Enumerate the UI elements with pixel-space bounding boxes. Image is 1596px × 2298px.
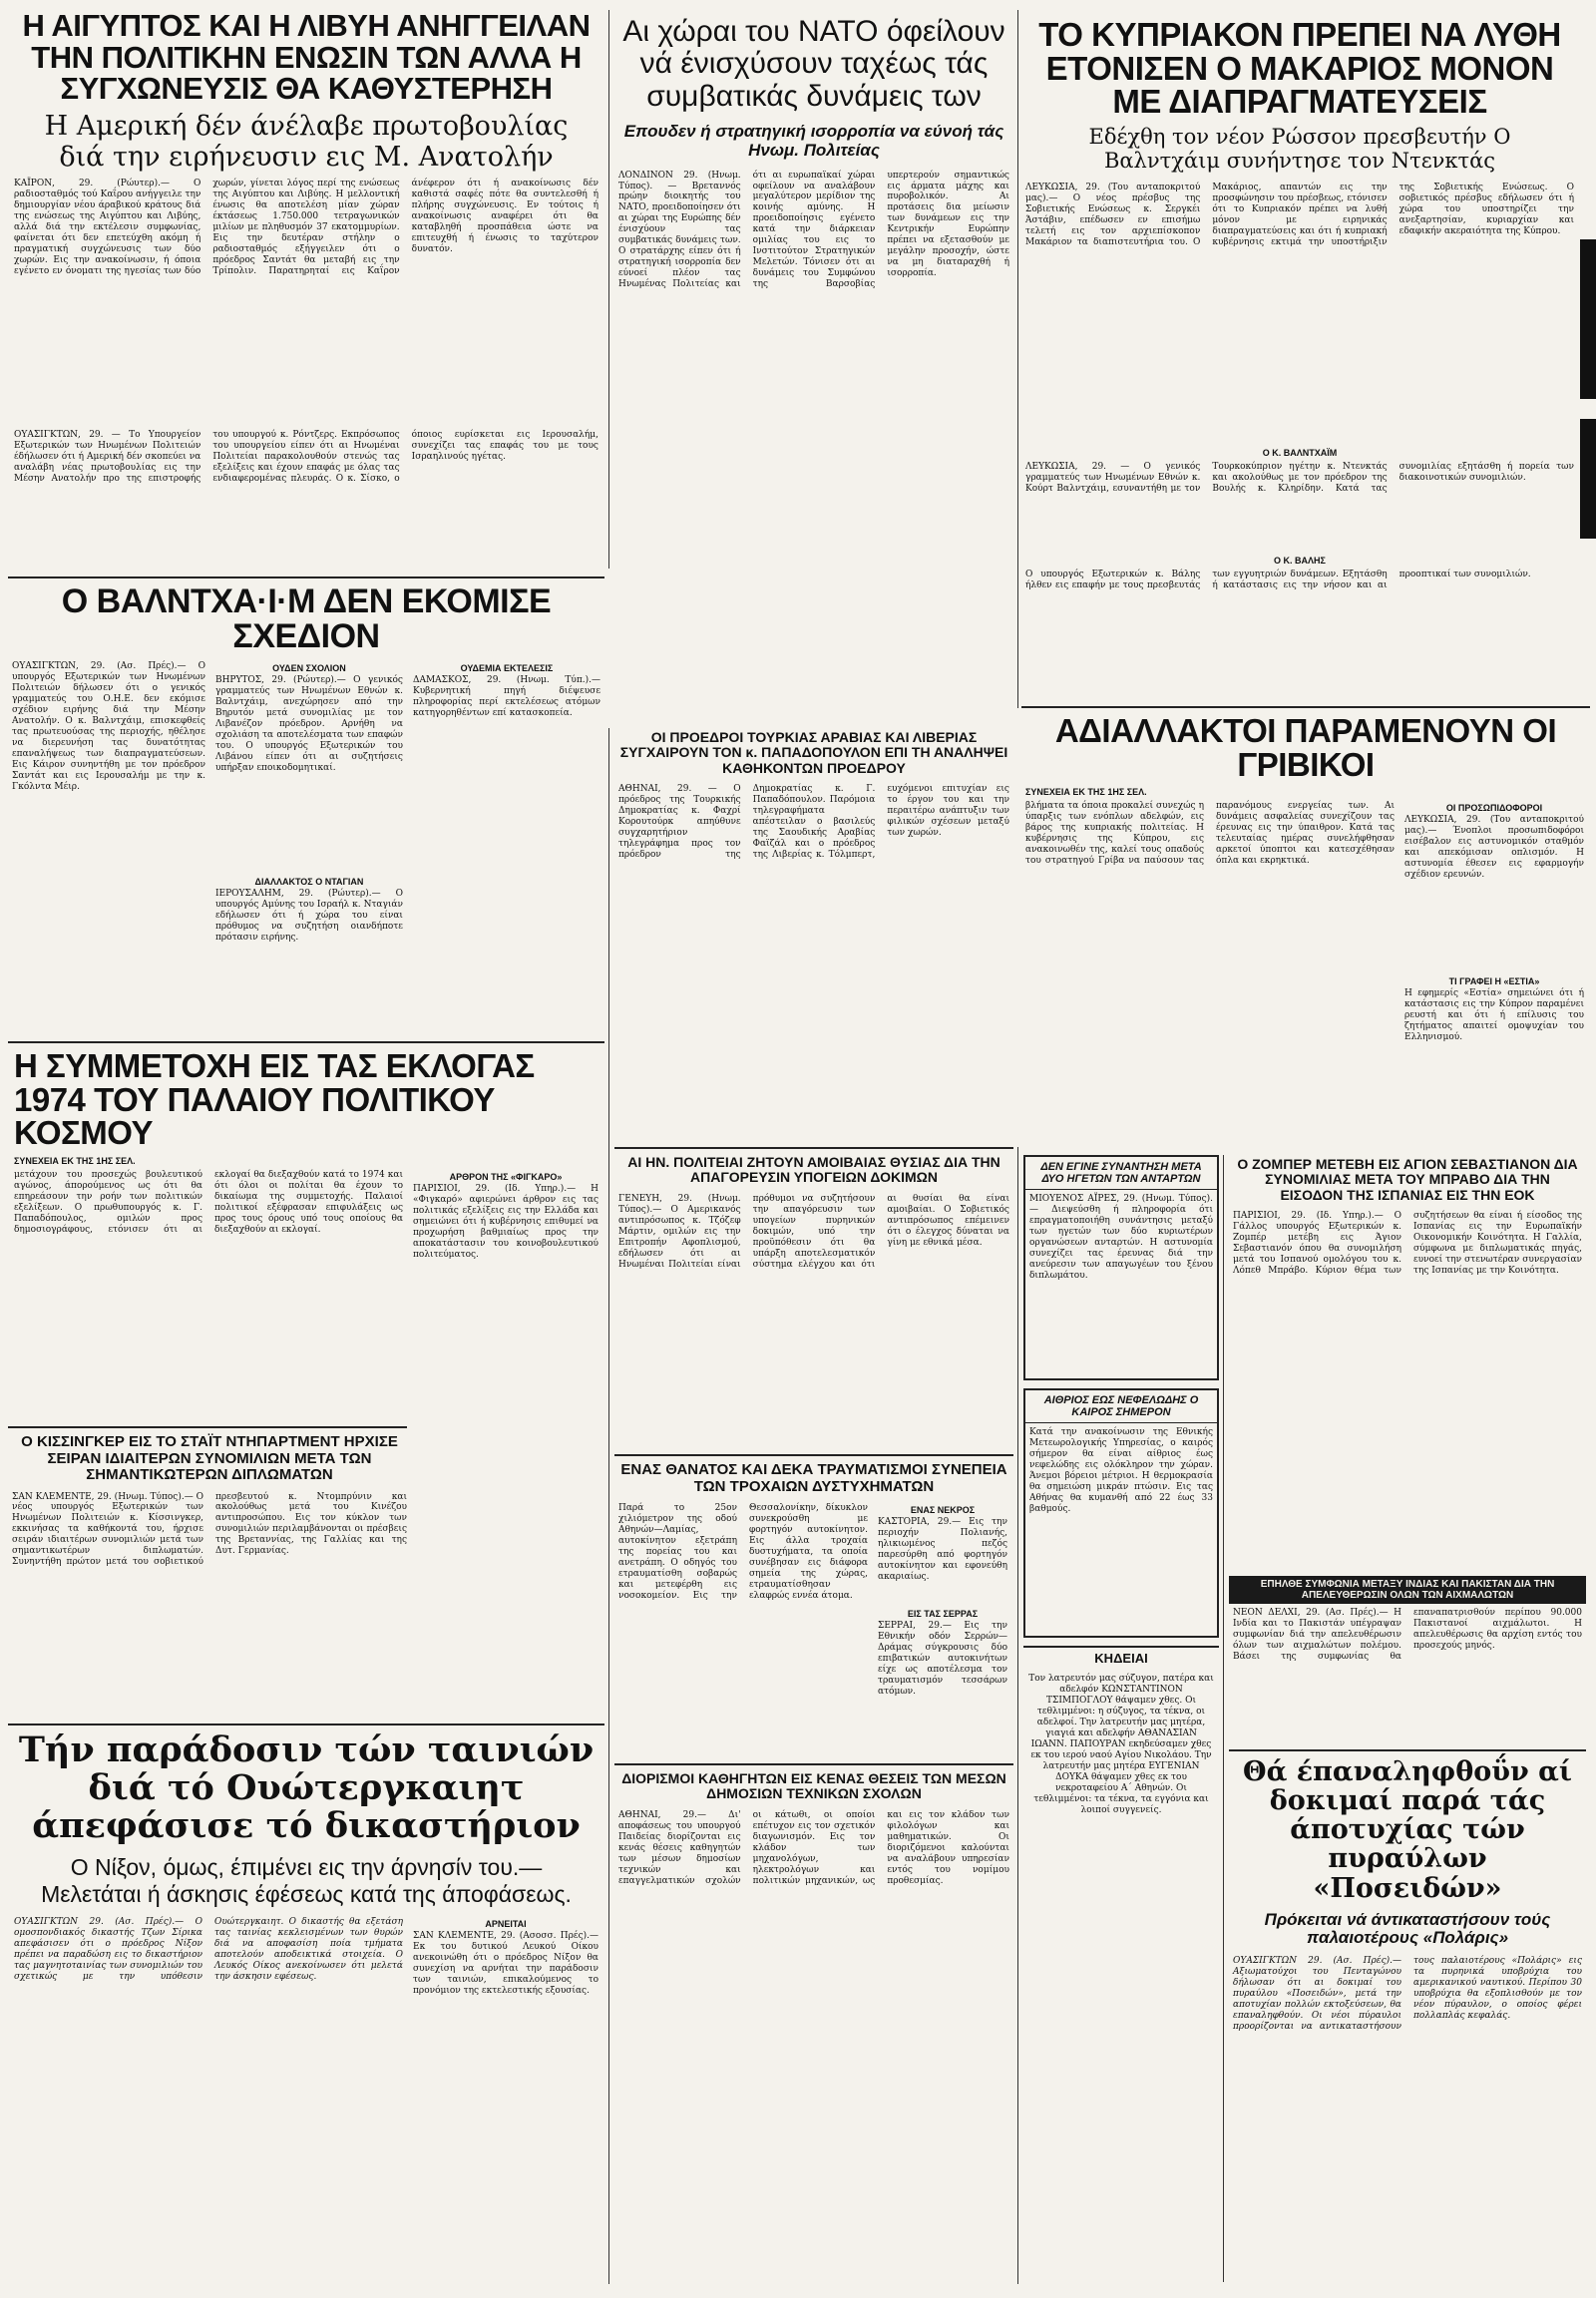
subheadline: Εδέχθη τον νέον Ρώσσον πρεσβευτήν Ο Βαλντχάιμ συνήντησε τον Ντενκτάς <box>1088 124 1511 174</box>
article-body-2: ΒΗΡΥΤΟΣ, 29. (Ρώυτερ).— Ο γενικός γραμματεύς των Ηνωμένων Εθνών κ. Βαλντχάιμ, ανεχώρησεν από την Βηρυτόν μετά συνομιλίας με τον Λιβανέζον πρόεδρον. Αρνήθη να σχολιάση τα αποτελέσματα των επαφών του. Ο υπουργός Εξωτερικών του Λιβάνου είπεν ότι αι συζητήσεις υπήρξαν εποικοδομητικαί. <box>214 675 403 774</box>
article-body-2: ΛΕΥΚΩΣΙΑ, 29. (Του ανταποκριτού μας).— Ένοπλοι προσωπιδοφόροι εισέβαλον εις αστυνομικόν σταθμόν και απεκόμισαν οπλισμόν. Η αστυνομία έθεσεν εις εφαρμογήν σχέδιον ερευνών. <box>1404 815 1584 881</box>
headline: ΔΕΝ ΕΓΙΝΕ ΣΥΝΑΝΤΗΣΗ ΜΕΤΑ ΔΥΟ ΗΓΕΤΩΝ ΤΩΝ ΑΝΤΑΡΤΩΝ <box>1025 1157 1217 1190</box>
section-title: ΚΗΔΕΙΑΙ <box>1094 1651 1148 1666</box>
article-body: Παρά το 25ον χιλιόμετρον της οδού Αθηνών—Λαμίας, αυτοκίνητον εξετράπη της πορείας του και ανετράπη. Ο οδηγός του ετραυματίσθη σοβαρώς και μετεφέρθη εις νοσοκομείον. Εις την Θεσσαλονίκην, δίκυκλον συνεκρούσθη με φορτηγόν αυτοκίνητον. Εις άλλα τροχαία δυστυχήματα, τα οποία συνέβησαν εις διάφορα σημεία της χώρας, ετραυματίσθησαν ελαφρώς εννέα άτομα. <box>618 1503 868 1601</box>
section-tag: ΤΙ ΓΡΑΦΕΙ Η «ΕΣΤΙΑ» <box>1448 976 1540 987</box>
column-divider <box>1223 1155 1224 2282</box>
section-rule <box>1021 706 1590 708</box>
article-body: μετάχουν του προσεχώς βουλευτικού αγώνος, άπορούμενος ως ότι θα επηρεάσουν την ροήν των πολιτικών εξελίξεων. Ο πρωθυπουργός κ. Γ. Παπαδόπουλος, ομιλών προς δημοσιογράφους, ετόνισεν ότι αι εκλογαί θα διεξαχθούν κατά το 1974 και ότι όλοι οι πολίται θα έχουν το δικαίωμα της συμμετοχής. Παλαιοί πολιτικοί εξέφρασαν επιφυλάξεις ως προς τους όρους υπό τους οποίους θα διεξαχθούν αι εκλογαί. <box>14 1169 403 1235</box>
article-body: ΝΕΟΝ ΔΕΛΧΙ, 29. (Ασ. Πρές).— Η Ινδία και το Πακιστάν υπέγραψαν συμφωνίαν διά την απελευθέρωσιν όλων των αιχμαλώτων πολέμου. Βάσει της συμφωνίας θα επαναπατρισθούν περίπου 90.000 Πακιστανοί αιχμάλωτοι. Η απελευθέρωσις θα αρχίση εντός του προσεχούς μηνός. <box>1233 1608 1582 1662</box>
article-cyprus <box>1021 6 1578 704</box>
article-body-3: ΣΕΡΡΑΙ, 29.— Εις την Εθνικήν οδόν Σερρών—Δράμας σύγκρουσις δύο επιβατικών αυτοκινήτων είχε ως αποτέλεσμα τον τραυματισμόν τεσσάρων ατόμων. <box>878 1621 1007 1697</box>
article-kissinger <box>8 1430 411 1720</box>
article-teacher-appointments <box>614 1767 1013 2292</box>
page-edge-mark <box>1580 419 1596 539</box>
article-body: ΑΘΗΝΑΙ, 29. — Ο πρόεδρος της Τουρκικής Δημοκρατίας κ. Φαχρί Κορουτούρκ απηύθυνε συγχαρητήριον τηλεγράφημα προς τον πρόεδρον της Δημοκρατίας κ. Γ. Παπαδόπουλον. Παρόμοια τηλεγραφήματα απέστειλαν ο βασιλεύς της Σαουδικής Αραβίας Φαϊζάλ και ο πρόεδρος της Λιβερίας κ. Τόλμπερτ, ευχόμενοι επιτυχίαν εις το έργον του και την περαιτέρω ανάπτυξιν των φιλικών σχέσεων μεταξύ των χωρών. <box>618 784 1009 860</box>
column-divider <box>608 728 609 2284</box>
article-india-pakistan <box>1229 1576 1586 1745</box>
headline: Αι χώραι του ΝΑΤΟ όφείλουν νά ένισχύσουν ταχέως τάς συμβατικάς δυνάμεις των <box>622 15 1005 113</box>
article-grivas-supporters <box>1021 710 1590 1149</box>
article-poseidon <box>1229 1753 1586 2292</box>
article-body-4: ΙΕΡΟΥΣΑΛΗΜ, 29. (Ρώυτερ).— Ο υπουργός Αμύνης του Ισραήλ κ. Νταγιάν εδήλωσεν ότι ή χώρα του είναι πρόθυμος να συζητήση οιανδήποτε πρότασιν ειρήνης. <box>214 889 403 944</box>
section-rule <box>8 1041 604 1043</box>
section-rule <box>1229 1749 1586 1751</box>
article-body: ΟΥΑΣΙΓΚΤΩΝ 29. (Ασ. Πρές).— Αξιωματούχοι του Πενταγώνου δήλωσαν ότι αι δοκιμαί του πυραύλου «Ποσειδών», μετά την αποτυχίαν πολλών εκτοξεύσεων, θα επαναληφθούν. Οι νέοι πύραυλοι προορίζονται να αντικαταστήσουν τους παλαιοτέρους «Πολάρις» εις τα πυρηνικά υποβρύχια του αμερικανικού ναυτικού. Περίπου 30 υποβρύχια θα εξοπλισθούν με τον νέον πύραυλον, ο οποίος φέρει πολλαπλάς κεφαλάς. <box>1233 1956 1582 2032</box>
headline: Ο ΖΟΜΠΕΡ ΜΕΤΕΒΗ ΕΙΣ ΑΓΙΟΝ ΣΕΒΑΣΤΙΑΝΟΝ ΔΙΑ ΣΥΝΟΜΙΛΙΑΣ ΜΕΤΑ ΤΟΥ ΜΠΡΑΒΟ ΔΙΑ ΤΗΝ ΕΙΣΟΔΟΝ ΤΗΣ ΙΣΠΑΝΙΑΣ ΕΙΣ ΤΗΝ ΕΟΚ <box>1237 1156 1578 1203</box>
headline: Ο ΚΙΣΣΙΝΓΚΕΡ ΕΙΣ ΤΟ ΣΤΑΪΤ ΝΤΗΠΑΡΤΜΕΝΤ ΗΡΧΙΣΕ ΣΕΙΡΑΝ ΙΔΙΑΙΤΕΡΩΝ ΣΥΝΟΜΙΛΙΩΝ ΜΕΤΑ ΤΩΝ ΣΗΜΑΝΤΙΚΩΤΕΡΩΝ ΔΙΠΛΩΜΑΤΩΝ <box>21 1433 398 1483</box>
headline: ΑΔΙΑΛΛΑΚΤΟΙ ΠΑΡΑΜΕΝΟΥΝ ΟΙ ΓΡΙΒΙΚΟΙ <box>1054 712 1557 783</box>
article-body: ΟΥΑΣΙΓΚΤΩΝ, 29. (Ασ. Πρές).— Ο υπουργός Εξωτερικών των Ηνωμένων Πολιτειών δήλωσεν ότι ο γενικός γραμματεύς του Ο.Η.Ε. δεν εκόμισε σχέδιον ειρήνης διά την Μέσην Ανατολήν. Ο κ. Βαλντχάιμ, επισκεφθείς τας πρωτευούσας της περιοχής, ηθέλησε να διερευνήση τας δυνατότητας επαναλήψεως των διαπραγματεύσεων. Εις Κάιρον συνηντήθη με τον πρόεδρον Σαντάτ και εις Ιερουσαλήμ με την κ. Γκόλντα Μέιρ. <box>12 661 205 792</box>
article-body: βλήματα τα όποια προκαλεί συνεχώς η ύπαρξις των ενόπλων αδελφών, εις βάρος της κυπριακής πολιτείας. Η κυβέρνησις της Κύπρου, εις ανακοινωθέν της, καλεί τους οπαδούς του στρατηγού Γρίβα να παύσουν τας παρανόμους ενεργείας των. Αι δυνάμεις ασφαλείας συνεχίζουν τας έρευνας εις την ύπαιθρον. Κατά τας τελευταίας ημέρας συνελήφθησαν αρκετοί ύποπτοι και κατεσχέθησαν όπλα και εκρηκτικά. <box>1025 801 1395 867</box>
headline: Η ΑΙΓΥΠΤΟΣ ΚΑΙ Η ΛΙΒΥΗ ΑΝΗΓΓΕΙΛΑΝ ΤΗΝ ΠΟΛΙΤΙΚΗΝ ΕΝΩΣΙΝ ΤΩΝ ΑΛΛΑ Η ΣΥΓΧΩΝΕΥΣΙΣ ΘΑ ΚΑΘΥΣΤΕΡΗΣΗ <box>22 8 591 107</box>
headline: ΑΙΘΡΙΟΣ ΕΩΣ ΝΕΦΕΛΩΔΗΣ Ο ΚΑΙΡΟΣ ΣΗΜΕΡΟΝ <box>1025 1390 1217 1423</box>
article-body-2: ΣΑΝ ΚΛΕΜΕΝΤΕ, 29. (Ασοσσ. Πρές).— Εκ του δυτικού Λευκού Οίκου ανεκοινώθη ότι ο πρόεδρος Νίξον θα συνεχίση να αρνήται την παράδοσιν των ταινιών, επικαλούμενος το προνόμιον της εκτελεστικής εξουσίας. <box>413 1931 598 1997</box>
section-funeral-notices <box>1023 1646 1219 2294</box>
column-divider <box>1017 1147 1018 2284</box>
article-body-3: Ο υπουργός Εξωτερικών κ. Βάλης ήλθεν εις επαφήν με τους πρεσβευτάς των εγγυητριών δυνάμεων. Εξητάσθη ή κατάστασις εις την νήσον και αι προοπτικαί των συνομιλιών. <box>1025 570 1531 591</box>
subheadline: Επουδεν ή στρατηγική ισορροπία να εύνοή τάς Ηνωμ. Πολιτείας <box>623 122 1004 160</box>
column-divider <box>1017 10 1018 708</box>
article-body-3: ΔΑΜΑΣΚΟΣ, 29. (Ηνωμ. Τύπ.).— Κυβερνητική πηγή διέψευσε πληροφορίας περί εκτελέσεως ατόμων κατηγορηθέντων επί κατασκοπεία. <box>412 675 600 719</box>
article-body: ΓΕΝΕΥΗ, 29. (Ηνωμ. Τύπος).— Ο Αμερικανός αντιπρόσωπος κ. Τζόζεφ Μάρτιν, ομιλών εις την Επιτροπήν Αφοπλισμού, εδήλωσεν ότι αι Ηνωμέναι Πολιτείαι είναι πρόθυμοι να συζητήσουν την απαγόρευσιν των υπογείων πυρηνικών δοκιμών, υπό την προϋπόθεσιν ότι θα υπάρξη αποτελεσματικόν σύστημα ελέγχου και ότι αι θυσίαι θα είναι αμοιβαίαι. Ο Σοβιετικός αντιπρόσωπος επέμεινεν ότι ο έλεγχος δύναται να γίνη με εθνικά μέσα. <box>618 1193 1009 1270</box>
continuation-note: ΣΥΝΕΧΕΙΑ ΕΚ ΤΗΣ 1ΗΣ ΣΕΛ. <box>1025 787 1147 798</box>
article-body-continued: ΟΥΑΣΙΓΚΤΩΝ, 29. — Το Υπουργείον Εξωτερικών των Ηνωμένων Πολιτειών έδήλωσεν ότι ή Αμερική δέν σκοπεύει να αναλάβη νέας πρωτοβουλίας εις την Μέσην Ανατολήν προ της επιστροφής του υπουργού κ. Ρόντζερς. Εκπρόσωπος του υπουργείου είπεν ότι αι Ηνωμέναι Πολιτείαι παρακολουθούν στενώς τας εξελίξεις και έχουν επαφάς με όλας τας ενδιαφερομένας πλευράς. Ο κ. Σίσκο, ο όποιος ευρίσκεται εις Ιερουσαλήμ, συνεχίζει τας επαφάς του με τους Ισραηλινούς ηγέτας. <box>14 429 598 484</box>
article-body: ΛΕΥΚΩΣΙΑ, 29. (Του ανταποκριτού μας).— Ο νέος πρέσβυς της Σοβιετικής Ενώσεως κ. Σεργκέι Άστάβιν, επέδωσεν εν επισήμω τελετή εις τον αρχιεπίσκοπον Μακάριον τα διαπιστευτήρια του. Ο Μακάριος, απαντών εις την προσφώνησιν του πρέσβεως, ετόνισεν ότι το Κυπριακόν πρέπει να λυθή μόνον με ειρηνικάς διαπραγματεύσεις και ότι ή κυπριακή κυβέρνησις εκτιμά την υποστήριξιν της Σοβιετικής Ενώσεως. Ο σοβιετικός πρέσβυς εδήλωσεν ότι ή χώρα του υποστηρίζει την ανεξαρτησίαν, κυριαρχίαν και εδαφικήν ακεραιότητα της Κύπρου. <box>1025 183 1574 248</box>
section-rule <box>614 1147 1013 1149</box>
article-body-2: ΛΕΥΚΩΣΙΑ, 29. — Ο γενικός γραμματεύς των Ηνωμένων Εθνών κ. Κούρτ Βαλντχάιμ, εσυναντήθη με τον Τουρκοκύπριον ηγέτην κ. Ντενκτάς και ακολούθως με τον πρόεδρον της Βουλής κ. Κληρίδην. Κατά τας συνομιλίας εξητάσθη ή πορεία των διακοινοτικών συνομιλιών. <box>1025 462 1574 495</box>
article-underground-tests <box>614 1151 1013 1450</box>
section-tag: ΟΥΔΕΜΙΑ ΕΚΤΕΛΕΣΙΣ <box>460 663 554 674</box>
article-body: ΣΑΝ ΚΛΕΜΕΝΤΕ, 29. (Ηνωμ. Τύπος).— Ο νέος υπουργός Εξωτερικών των Ηνωμένων Πολιτειών κ. Κίσσινγκερ, εκκινήσας τα καθήκοντά του, ήρχισε σειράν ιδιαιτέρων συνομιλιών μετά των σημαντικωτέρων διπλωματών. Συνηντήθη πρώτον μετά του σοβιετικού πρεσβευτού κ. Ντομπρύνιν και ακολούθως μετά του Κινέζου αντιπροσώπου. Εις τον κύκλον των συνομιλιών περιλαμβάνονται οι πρέσβεις της Βρεταννίας, της Γαλλίας και της Δυτ. Γερμανίας. <box>12 1491 407 1568</box>
page-edge-mark <box>1580 239 1596 399</box>
section-tag: ΑΡΝΕΙΤΑΙ <box>485 1919 527 1930</box>
section-rule <box>8 576 604 578</box>
article-nato <box>614 6 1013 724</box>
section-tag: ΑΡΘΡΟΝ ΤΗΣ «ΦΙΓΚΑΡΟ» <box>449 1171 563 1182</box>
headline: ΤΟ ΚΥΠΡΙΑΚΟΝ ΠΡΕΠΕΙ ΝΑ ΛΥΘΗ ΕΤΟΝΙΣΕΝ Ο ΜΑΚΑΡΙΟΣ ΜΟΝΟΝ ΜΕ ΔΙΑΠΡΑΓΜΑΤΕΥΣΕΙΣ <box>1038 16 1561 121</box>
section-rule <box>614 1454 1013 1456</box>
article-no-meeting <box>1023 1155 1219 1380</box>
article-body: ΜΙΟΥΕΝΟΣ ΑΪΡΕΣ, 29. (Ηνωμ. Τύπος).— Διεψεύσθη ή πληροφορία ότι επραγματοποιήθη συνάντησις μεταξύ των ηγετών των δύο κυριωτέρων οργανώσεων ανταρτών. Η αστυνομία συνεχίζει τας έρευνας διά την ανεύρεσιν των απαγωγέων του ξένου διπλωμάτου. <box>1029 1194 1213 1281</box>
section-tag: Ο Κ. ΒΑΛΝΤΧΑΪΜ <box>1262 448 1338 459</box>
section-tag: Ο Κ. ΒΑΛΗΣ <box>1274 556 1326 567</box>
headline: ΑΙ ΗΝ. ΠΟΛΙΤΕΙΑΙ ΖΗΤΟΥΝ ΑΜΟΙΒΑΙΑΣ ΘΥΣΙΑΣ ΔΙΑ ΤΗΝ ΑΠΑΓΟΡΕΥΣΙΝ ΥΠΟΓΕΙΩΝ ΔΟΚΙΜΩΝ <box>627 1154 1000 1186</box>
section-rule <box>614 1763 1013 1765</box>
article-spain-eec <box>1229 1153 1586 1572</box>
subheadline: Η Αμερική δέν άνέλαβε πρωτοβουλίας διά την ειρήνευσιν εις Μ. Ανατολήν <box>44 110 569 173</box>
subheadline: Πρόκειται νά άντικαταστήσουν τούς παλαιοτέρους «Πολάρις» <box>1264 1909 1551 1948</box>
headline: Ο ΒΑΛΝΤΧΑ·Ι·Μ ΔΕΝ ΕΚΟΜΙΣΕ ΣΧΕΔΙΟΝ <box>61 582 552 655</box>
headline: Τήν παράδοσιν τών ταινιών διά τό Ουώτεργκαιητ άπεφάσισε τό δικαστήριον <box>18 1729 595 1846</box>
headline: ΔΙΟΡΙΣΜΟΙ ΚΑΘΗΓΗΤΩΝ ΕΙΣ ΚΕΝΑΣ ΘΕΣΕΙΣ ΤΩΝ ΜΕΣΩΝ ΔΗΜΟΣΙΩΝ ΤΕΧΝΙΚΩΝ ΣΧΟΛΩΝ <box>621 1770 1006 1802</box>
article-body-2: ΠΑΡΙΣΙΟΙ, 29. (Ιδ. Υπηρ.).— Η «Φιγκαρό» αφιερώνει άρθρον εις τας πολιτικάς εξελίξεις εις την Ελλάδα και σημειώνει ότι ή κυβέρνησις επιθυμεί να προχωρήση βαθμιαίως προς την αποκατάστασιν του κοινοβουλευτικού πολιτεύματος. <box>413 1183 598 1260</box>
article-body-3: Η εφημερίς «Εστία» σημειώνει ότι ή κατάστασις εις την Κύπρον παραμένει ρευστή και ότι ή επίλυσις του ζητήματος απαιτεί ομοψυχίαν του Ελληνισμού. <box>1404 988 1584 1043</box>
article-presidents-congratulate <box>614 726 1013 1145</box>
article-nixon-tapes <box>8 1727 604 2292</box>
headline: ΟΙ ΠΡΟΕΔΡΟΙ ΤΟΥΡΚΙΑΣ ΑΡΑΒΙΑΣ ΚΑΙ ΛΙΒΕΡΙΑΣ ΣΥΓΧΑΙΡΟΥΝ ΤΟΝ κ. ΠΑΠΑΔΟΠΟΥΛΟΝ ΕΠΙ ΤΗ ΑΝΑΛΗΨΕΙ ΚΑΘΗΚΟΝΤΩΝ ΠΡΟΕΔΡΟΥ <box>619 729 1008 776</box>
section-tag: ΟΙ ΠΡΟΣΩΠΙΔΟΦΟΡΟΙ <box>1445 803 1543 814</box>
section-rule <box>8 1426 407 1428</box>
article-body: ΑΘΗΝΑΙ, 29.— Δι' αποφάσεως του υπουργού Παιδείας διορίζονται εις κενάς θέσεις καθηγητών των μέσων δημοσίων τεχνικών και επαγγελματικών σχολών οι κάτωθι, οι οποίοι επέτυχον εις τον σχετικόν διαγωνισμόν. Εις τον κλάδον των μηχανολόγων, ηλεκτρολόγων και πολιτικών μηχανικών, ως και εις τον κλάδον των φιλολόγων και μαθηματικών. Οι διοριζόμενοι καλούνται να αναλάβουν υπηρεσίαν εντός του νομίμου προθεσμίας. <box>618 1809 1009 1886</box>
article-waldheim <box>8 580 604 1039</box>
article-body-2: ΚΑΣΤΟΡΙΑ, 29.— Εις την περιοχήν Πολιανής, ηλικιωμένος πεζός παρεσύρθη από φορτηγόν αυτοκίνητον και εφονεύθη ακαριαίως. <box>878 1517 1007 1582</box>
section-rule <box>8 1724 604 1725</box>
article-body: ΠΑΡΙΣΙΟΙ, 29. (Ιδ. Υπηρ.).— Ο Γάλλος υπουργός Εξωτερικών κ. Ζομπέρ μετέβη εις Άγιον Σεβαστιανόν όπου θα συνομιλήση μετά του Ισπανού ομολόγου του κ. Λόπεθ Μπράβο. Κύριον θέμα των συζητήσεων θα είναι ή είσοδος της Ισπανίας εις την Ευρωπαϊκήν Οικονομικήν Κοινότητα. Η Γαλλία, σύμφωνα με διπλωματικάς πηγάς, ευνοεί την στενωτέραν συνεργασίαν της Ισπανίας με την Κοινότητα. <box>1233 1211 1582 1277</box>
article-elections <box>8 1045 604 1424</box>
notices-body: Τον λατρευτόν μας σύζυγον, πατέρα και αδελφόν ΚΩΝΣΤΑΝΤΙΝΟΝ ΤΣΙΜΠΟΓΛΟΥ θάψαμεν χθες. Οι τεθλιμμένοι: η σύζυγος, τα τέκνα, οι αδελφοί. Την λατρευτήν μας μητέρα, γιαγιά και αδελφήν ΑΘΑΝΑΣΙΑΝ ΙΩΑΝΝ. ΠΑΠΟΥΡΑΝ εκηδεύσαμεν χθες εκ του ιερού ναού Αγίου Νικολάου. Την λατρευτήν μας μητέρα ΕΥΓΕΝΙΑΝ ΔΟΥΚΑ θάψαμεν χθες εκ του νεκροταφείου Α΄ Αθηνών. Οι τεθλιμμένοι: τα τέκνα, τα εγγόνια και λοιποί συγγενείς. <box>1028 1674 1214 1815</box>
article-traffic-accidents <box>614 1458 1013 1757</box>
article-body: ΚΑΪΡΟΝ, 29. (Ρώυτερ).— Ο ραδιοσταθμός τού Καΐρου ανήγγειλε την δημιουργίαν νέου άραβικού κράτους διά της ενώσεως της Αιγύπτου και Λιβύης, αλλά διά την εκτέλεσιν συμφωνίας, φαίνεται ότι δεν επετεύχθη ακόμη ή πραγματική συγχώνευσις των δύο χωρών. Εις την ανακοίνωσιν, ή όποια εγένετο εν όνοματι της ηγεσίας των δύο χωρών, γίνεται λόγος περί της ενώσεως της Αιγύπτου και Λιβύης. Η μελλοντική ένωσις θα αποτελέση μίαν χώραν έκτάσεως 1.750.000 τετραγωνικών μιλίων με πληθυσμόν 37 εκατομμυρίων. Εις την δευτέραν στήλην ο ραδιοσταθμός εξήγγειλεν ότι ο πρόεδρος Σαντάτ θα μεταβή εις την Τρίπολιν. Παρατηρηταί εις Καΐρον άνέφερον ότι ή ανακοίνωσις δέν καθιστά σαφές πότε θα συντελεσθή ή πλήρης συγχώνευσις. Εν τούτοις ή ανακοίνωσις αναφέρει ότι θα καταβληθή προσπάθεια ώστε να επιτευχθή ή ένωσις το ταχύτερον δυνατόν. <box>14 178 598 276</box>
column-divider <box>608 10 609 569</box>
section-tag: ΕΝΑΣ ΝΕΚΡΟΣ <box>910 1505 976 1515</box>
article-weather <box>1023 1388 1219 1638</box>
headline: ΕΝΑΣ ΘΑΝΑΤΟΣ ΚΑΙ ΔΕΚΑ ΤΡΑΥΜΑΤΙΣΜΟΙ ΣΥΝΕΠΕΙΑ ΤΩΝ ΤΡΟΧΑΙΩΝ ΔΥΣΤΥΧΗΜΑΤΩΝ <box>620 1461 1007 1495</box>
subheadline: Ο Νίξον, όμως, έπιμένει εις την άρνησίν του.— Μελετάται ή άσκησις έφέσεως κατά της άποφάσεως. <box>41 1854 572 1907</box>
headline: ΕΠΗΛΘΕ ΣΥΜΦΩΝΙΑ ΜΕΤΑΞΥ ΙΝΔΙΑΣ ΚΑΙ ΠΑΚΙΣΤΑΝ ΔΙΑ ΤΗΝ ΑΠΕΛΕΥΘΕΡΩΣΙΝ ΟΛΩΝ ΤΩΝ ΑΙΧΜΑΛΩΤΩΝ <box>1229 1576 1586 1604</box>
section-tag: ΟΥΔΕΝ ΣΧΟΛΙΟΝ <box>272 663 346 674</box>
section-tag: ΕΙΣ ΤΑΣ ΣΕΡΡΑΣ <box>907 1609 979 1619</box>
headline: Η ΣΥΜΜΕΤΟΧΗ ΕΙΣ ΤΑΣ ΕΚΛΟΓΑΣ 1974 ΤΟΥ ΠΑΛΑΙΟΥ ΠΟΛΙΤΙΚΟΥ ΚΟΣΜΟΥ <box>14 1047 535 1152</box>
article-body: ΟΥΑΣΙΓΚΤΩΝ 29. (Ασ. Πρές).— Ο ομοσπονδιακός δικαστής Τζων Σίρικα απεφάσισεν ότι ο πρόεδρος Νίξον πρέπει να παραδώση εις το δικαστήριον τας μαγνητοταινίας των συνομιλιών του σχετικώς με την υπόθεσιν Ουώτεργκαιητ. Ο δικαστής θα εξετάση τας ταινίας κεκλεισμένων των θυρών διά να αποφασίση ποία τμήματα αποτελούν αποδεικτικά στοιχεία. Ο Λευκός Οίκος ανεκοίνωσεν ότι μελετά την άσκησιν εφέσεως. <box>14 1917 403 1983</box>
section-tag: ΔΙΑΛΛΑΚΤΟΣ Ο ΝΤΑΓΙΑΝ <box>254 877 364 888</box>
continuation-note: ΣΥΝΕΧΕΙΑ ΕΚ ΤΗΣ 1ΗΣ ΣΕΛ. <box>14 1155 136 1166</box>
article-body: ΛΟΝΔΙΝΟΝ 29. (Ηνωμ. Τύπος). — Βρεταννός πρώην διοικητής του ΝΑΤΟ, προειδοποίησεν ότι αι χώραι της Ευρώπης δέν ένισχύουν τας συμβατικάς δυνάμεις των. Ο στρατάρχης είπεν ότι ή στρατηγική ισορροπία δεν εύνοεί πλέον τας Ηνωμένας Πολιτείας και ότι αι ευρωπαϊκαί χώραι οφείλουν να αναλάβουν μεγαλύτερον μερίδιον της κοινής αμύνης. Η προειδοποίησις εγένετο κατά την διάρκειαν ομιλίας του εις το Ινστιτούτον Στρατηγικών Μελετών. Τόνισεν ότι αι δυνάμεις του Συμφώνου της Βαρσοβίας υπερτερούν σημαντικώς εις άρματα μάχης και πυροβολικόν. Αι προτάσεις δια μείωσιν των δυνάμεων εις την Κεντρικήν Ευρώπην πρέπει να εξετασθούν με μεγάλην προσοχήν, ώστε να μη διαταραχθή ή ισορροπία. <box>618 170 1009 290</box>
headline: Θά έπαναληφθοΰν αί δοκιμαί παρά τάς άποτυχίας τών πυραύλων «Ποσειδών» <box>1243 1756 1572 1904</box>
article-egypt-libya <box>8 6 604 574</box>
article-body: Κατά την ανακοίνωσιν της Εθνικής Μετεωρολογικής Υπηρεσίας, ο καιρός σήμερον θα είναι αίθριος έως νεφελώδης εις ολόκληρον την χώραν. Άνεμοι βόρειοι μέτριοι. Η θερμοκρασία θα σημειώση μικράν πτώσιν. Εις τας Αθήνας θα κυμανθή από 22 έως 33 βαθμούς. <box>1029 1427 1213 1514</box>
